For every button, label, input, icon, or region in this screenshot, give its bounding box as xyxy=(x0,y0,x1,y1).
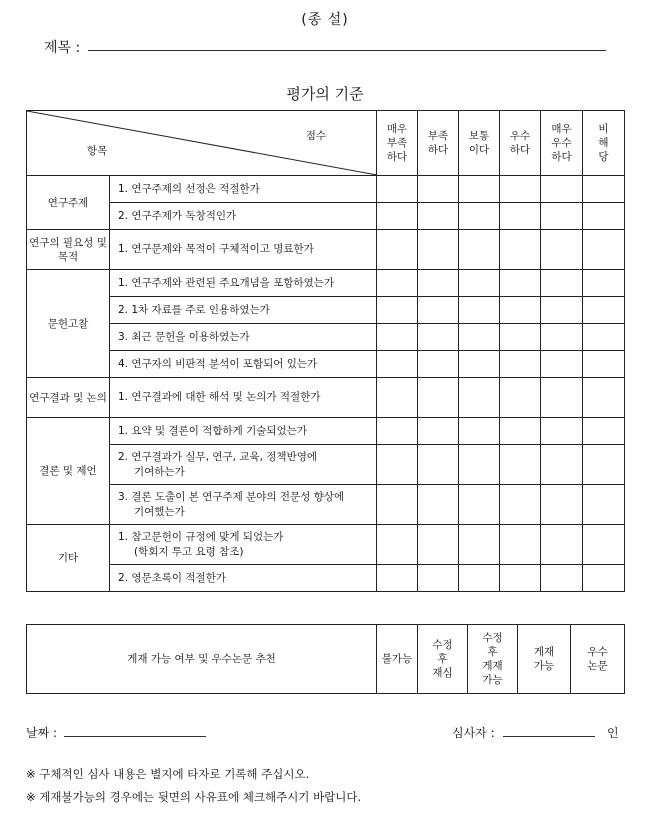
rating-checkbox-cell[interactable] xyxy=(583,203,625,230)
publication-option-5[interactable]: 우수 논문 xyxy=(571,625,625,694)
rating-checkbox-cell[interactable] xyxy=(583,525,625,565)
rating-checkbox-cell[interactable] xyxy=(459,230,500,270)
criterion-row xyxy=(27,418,625,445)
rating-checkbox-cell[interactable] xyxy=(583,565,625,592)
rating-checkbox-cell[interactable] xyxy=(541,297,583,324)
rating-checkbox-cell[interactable] xyxy=(418,565,459,592)
rating-checkbox-cell[interactable] xyxy=(541,418,583,445)
criterion-question xyxy=(110,565,377,592)
criterion-row xyxy=(27,565,625,592)
criteria-title: 평가의 기준 xyxy=(286,85,364,103)
rating-checkbox-cell[interactable] xyxy=(377,351,418,378)
rating-checkbox-cell[interactable] xyxy=(500,297,541,324)
publication-label: 게재 가능 여부 및 우수논문 추천 xyxy=(27,625,377,694)
publication-option-3[interactable]: 수정 후 게재 가능 xyxy=(468,625,518,694)
rating-header-1: 매우 부족 하다 xyxy=(377,111,418,176)
criterion-question xyxy=(110,525,377,565)
criterion-text: 1. 연구주제의 선정은 적절한가 xyxy=(118,182,260,195)
rating-checkbox-cell[interactable] xyxy=(377,324,418,351)
reviewer-label: 심사자 : xyxy=(452,726,495,740)
criterion-continuation: 기여했는가 xyxy=(134,505,185,518)
publication-option-2[interactable]: 수정 후 재심 xyxy=(418,625,468,694)
rating-checkbox-cell[interactable] xyxy=(583,378,625,418)
rating-checkbox-cell[interactable] xyxy=(500,418,541,445)
rating-checkbox-cell[interactable] xyxy=(500,230,541,270)
rating-checkbox-cell[interactable] xyxy=(377,418,418,445)
criterion-text: 2. 영문초록이 적절한가 xyxy=(118,571,226,584)
criterion-question xyxy=(110,378,377,418)
rating-checkbox-cell[interactable] xyxy=(500,203,541,230)
rating-checkbox-cell[interactable] xyxy=(377,297,418,324)
criterion-question xyxy=(110,270,377,297)
rating-checkbox-cell[interactable] xyxy=(377,525,418,565)
rating-checkbox-cell[interactable] xyxy=(583,324,625,351)
rating-checkbox-cell[interactable] xyxy=(418,418,459,445)
rating-checkbox-cell[interactable] xyxy=(377,203,418,230)
criterion-text: 1. 참고문헌이 규정에 맞게 되었는가 xyxy=(118,530,284,543)
criterion-row xyxy=(27,203,625,230)
rating-header-6: 비 해 당 xyxy=(583,111,625,176)
rating-checkbox-cell[interactable] xyxy=(500,270,541,297)
publication-table xyxy=(26,624,625,694)
evaluation-table xyxy=(26,110,625,592)
rating-checkbox-cell[interactable] xyxy=(459,270,500,297)
criterion-text: 3. 결론 도출이 본 연구주제 분야의 전문성 향상에 xyxy=(118,490,345,503)
rating-checkbox-cell[interactable] xyxy=(418,297,459,324)
item-header: 항목 xyxy=(87,145,108,157)
criterion-row xyxy=(27,270,625,297)
rating-checkbox-cell[interactable] xyxy=(500,485,541,525)
criterion-question xyxy=(110,418,377,445)
rating-checkbox-cell[interactable] xyxy=(541,351,583,378)
category-cell: 연구결과 및 논의 xyxy=(27,378,110,418)
criterion-text: 2. 연구주제가 독창적인가 xyxy=(118,209,237,222)
rating-checkbox-cell[interactable] xyxy=(418,485,459,525)
rating-checkbox-cell[interactable] xyxy=(377,230,418,270)
criterion-row xyxy=(27,230,625,270)
rating-checkbox-cell[interactable] xyxy=(541,203,583,230)
rating-checkbox-cell[interactable] xyxy=(583,485,625,525)
rating-checkbox-cell[interactable] xyxy=(459,351,500,378)
criterion-text: 2. 연구결과가 실무, 연구, 교육, 정책반영에 xyxy=(118,450,318,463)
title-label: 제목 : xyxy=(44,40,81,56)
diagonal-header-cell xyxy=(27,111,377,176)
criterion-row xyxy=(27,351,625,378)
criterion-row xyxy=(27,176,625,203)
rating-checkbox-cell[interactable] xyxy=(583,176,625,203)
criterion-row xyxy=(27,485,625,525)
criterion-text: 1. 연구문제와 목적이 구체적이고 명료한가 xyxy=(118,243,314,255)
rating-checkbox-cell[interactable] xyxy=(541,230,583,270)
note-rejection-reason: ※ 게재불가능의 경우에는 뒷면의 사유표에 체크해주시기 바랍니다. xyxy=(26,790,362,804)
rating-checkbox-cell[interactable] xyxy=(459,445,500,485)
rating-checkbox-cell[interactable] xyxy=(459,418,500,445)
rating-checkbox-cell[interactable] xyxy=(459,485,500,525)
rating-checkbox-cell[interactable] xyxy=(583,297,625,324)
date-input-line[interactable] xyxy=(64,736,206,737)
rating-checkbox-cell[interactable] xyxy=(377,485,418,525)
criterion-row xyxy=(27,525,625,565)
criterion-question xyxy=(110,176,377,203)
criterion-continuation: (학회지 투고 요령 참조) xyxy=(134,545,244,558)
rating-checkbox-cell[interactable] xyxy=(541,378,583,418)
rating-checkbox-cell[interactable] xyxy=(459,565,500,592)
criterion-question xyxy=(110,297,377,324)
criterion-text: 3. 최근 문헌을 이용하였는가 xyxy=(118,330,250,343)
criterion-row xyxy=(27,378,625,418)
rating-checkbox-cell[interactable] xyxy=(459,525,500,565)
rating-checkbox-cell[interactable] xyxy=(500,324,541,351)
rating-checkbox-cell[interactable] xyxy=(583,445,625,485)
form-type-label: (종 설) xyxy=(301,12,349,28)
rating-checkbox-cell[interactable] xyxy=(500,378,541,418)
rating-checkbox-cell[interactable] xyxy=(541,485,583,525)
publication-option-4[interactable]: 게재 가능 xyxy=(518,625,571,694)
category-cell: 연구의 필요성 및 목적 xyxy=(27,230,110,270)
rating-checkbox-cell[interactable] xyxy=(459,176,500,203)
rating-checkbox-cell[interactable] xyxy=(418,525,459,565)
category-cell: 결론 및 제언 xyxy=(27,418,110,525)
rating-checkbox-cell[interactable] xyxy=(418,351,459,378)
rating-checkbox-cell[interactable] xyxy=(541,176,583,203)
rating-checkbox-cell[interactable] xyxy=(583,270,625,297)
criterion-question xyxy=(110,485,377,525)
criterion-text: 2. 1차 자료를 주로 인용하였는가 xyxy=(118,303,270,316)
rating-checkbox-cell[interactable] xyxy=(541,445,583,485)
rating-checkbox-cell[interactable] xyxy=(377,445,418,485)
rating-checkbox-cell[interactable] xyxy=(500,445,541,485)
rating-checkbox-cell[interactable] xyxy=(500,176,541,203)
rating-checkbox-cell[interactable] xyxy=(418,324,459,351)
criterion-row xyxy=(27,445,625,485)
title-input-line[interactable] xyxy=(88,50,606,51)
rating-checkbox-cell[interactable] xyxy=(377,378,418,418)
category-cell: 기타 xyxy=(27,525,110,592)
criterion-question xyxy=(110,445,377,485)
rating-checkbox-cell[interactable] xyxy=(459,324,500,351)
score-header: 점수 xyxy=(305,130,326,142)
rating-checkbox-cell[interactable] xyxy=(377,565,418,592)
rating-checkbox-cell[interactable] xyxy=(500,351,541,378)
rating-checkbox-cell[interactable] xyxy=(541,525,583,565)
criterion-question xyxy=(110,324,377,351)
note-typed-review: ※ 구체적인 심사 내용은 별지에 타자로 기록해 주십시오. xyxy=(26,767,310,781)
rating-checkbox-cell[interactable] xyxy=(583,230,625,270)
rating-checkbox-cell[interactable] xyxy=(418,445,459,485)
rating-checkbox-cell[interactable] xyxy=(459,203,500,230)
rating-checkbox-cell[interactable] xyxy=(541,270,583,297)
criterion-row xyxy=(27,297,625,324)
date-label: 날짜 : xyxy=(26,726,58,740)
publication-option-1[interactable]: 불가능 xyxy=(377,625,418,694)
rating-header-2: 부족 하다 xyxy=(418,111,459,176)
rating-header-3: 보통 이다 xyxy=(459,111,500,176)
rating-checkbox-cell[interactable] xyxy=(459,378,500,418)
criterion-continuation: 기여하는가 xyxy=(134,465,185,478)
rating-header-5: 매우 우수 하다 xyxy=(541,111,583,176)
category-cell: 연구주제 xyxy=(27,176,110,230)
criterion-text: 1. 연구결과에 대한 해석 및 논의가 적절한가 xyxy=(118,391,321,403)
criterion-text: 4. 연구자의 비판적 분석이 포함되어 있는가 xyxy=(118,357,318,370)
rating-checkbox-cell[interactable] xyxy=(500,565,541,592)
criterion-question xyxy=(110,230,377,270)
rating-checkbox-cell[interactable] xyxy=(418,230,459,270)
reviewer-input-line[interactable] xyxy=(503,736,595,737)
criterion-question xyxy=(110,351,377,378)
rating-checkbox-cell[interactable] xyxy=(459,297,500,324)
rating-checkbox-cell[interactable] xyxy=(541,565,583,592)
rating-checkbox-cell[interactable] xyxy=(418,378,459,418)
category-cell: 문헌고찰 xyxy=(27,270,110,378)
rating-checkbox-cell[interactable] xyxy=(500,525,541,565)
rating-checkbox-cell[interactable] xyxy=(377,176,418,203)
rating-checkbox-cell[interactable] xyxy=(583,351,625,378)
rating-header-4: 우수 하다 xyxy=(500,111,541,176)
rating-checkbox-cell[interactable] xyxy=(583,418,625,445)
rating-checkbox-cell[interactable] xyxy=(418,176,459,203)
criterion-text: 1. 요약 및 결론이 적합하게 기술되었는가 xyxy=(118,424,307,437)
rating-checkbox-cell[interactable] xyxy=(418,270,459,297)
rating-checkbox-cell[interactable] xyxy=(418,203,459,230)
rating-checkbox-cell[interactable] xyxy=(377,270,418,297)
criterion-row xyxy=(27,324,625,351)
rating-checkbox-cell[interactable] xyxy=(541,324,583,351)
criterion-text: 1. 연구주제와 관련된 주요개념을 포함하였는가 xyxy=(118,276,335,289)
criterion-question xyxy=(110,203,377,230)
seal-label: 인 xyxy=(607,726,619,740)
